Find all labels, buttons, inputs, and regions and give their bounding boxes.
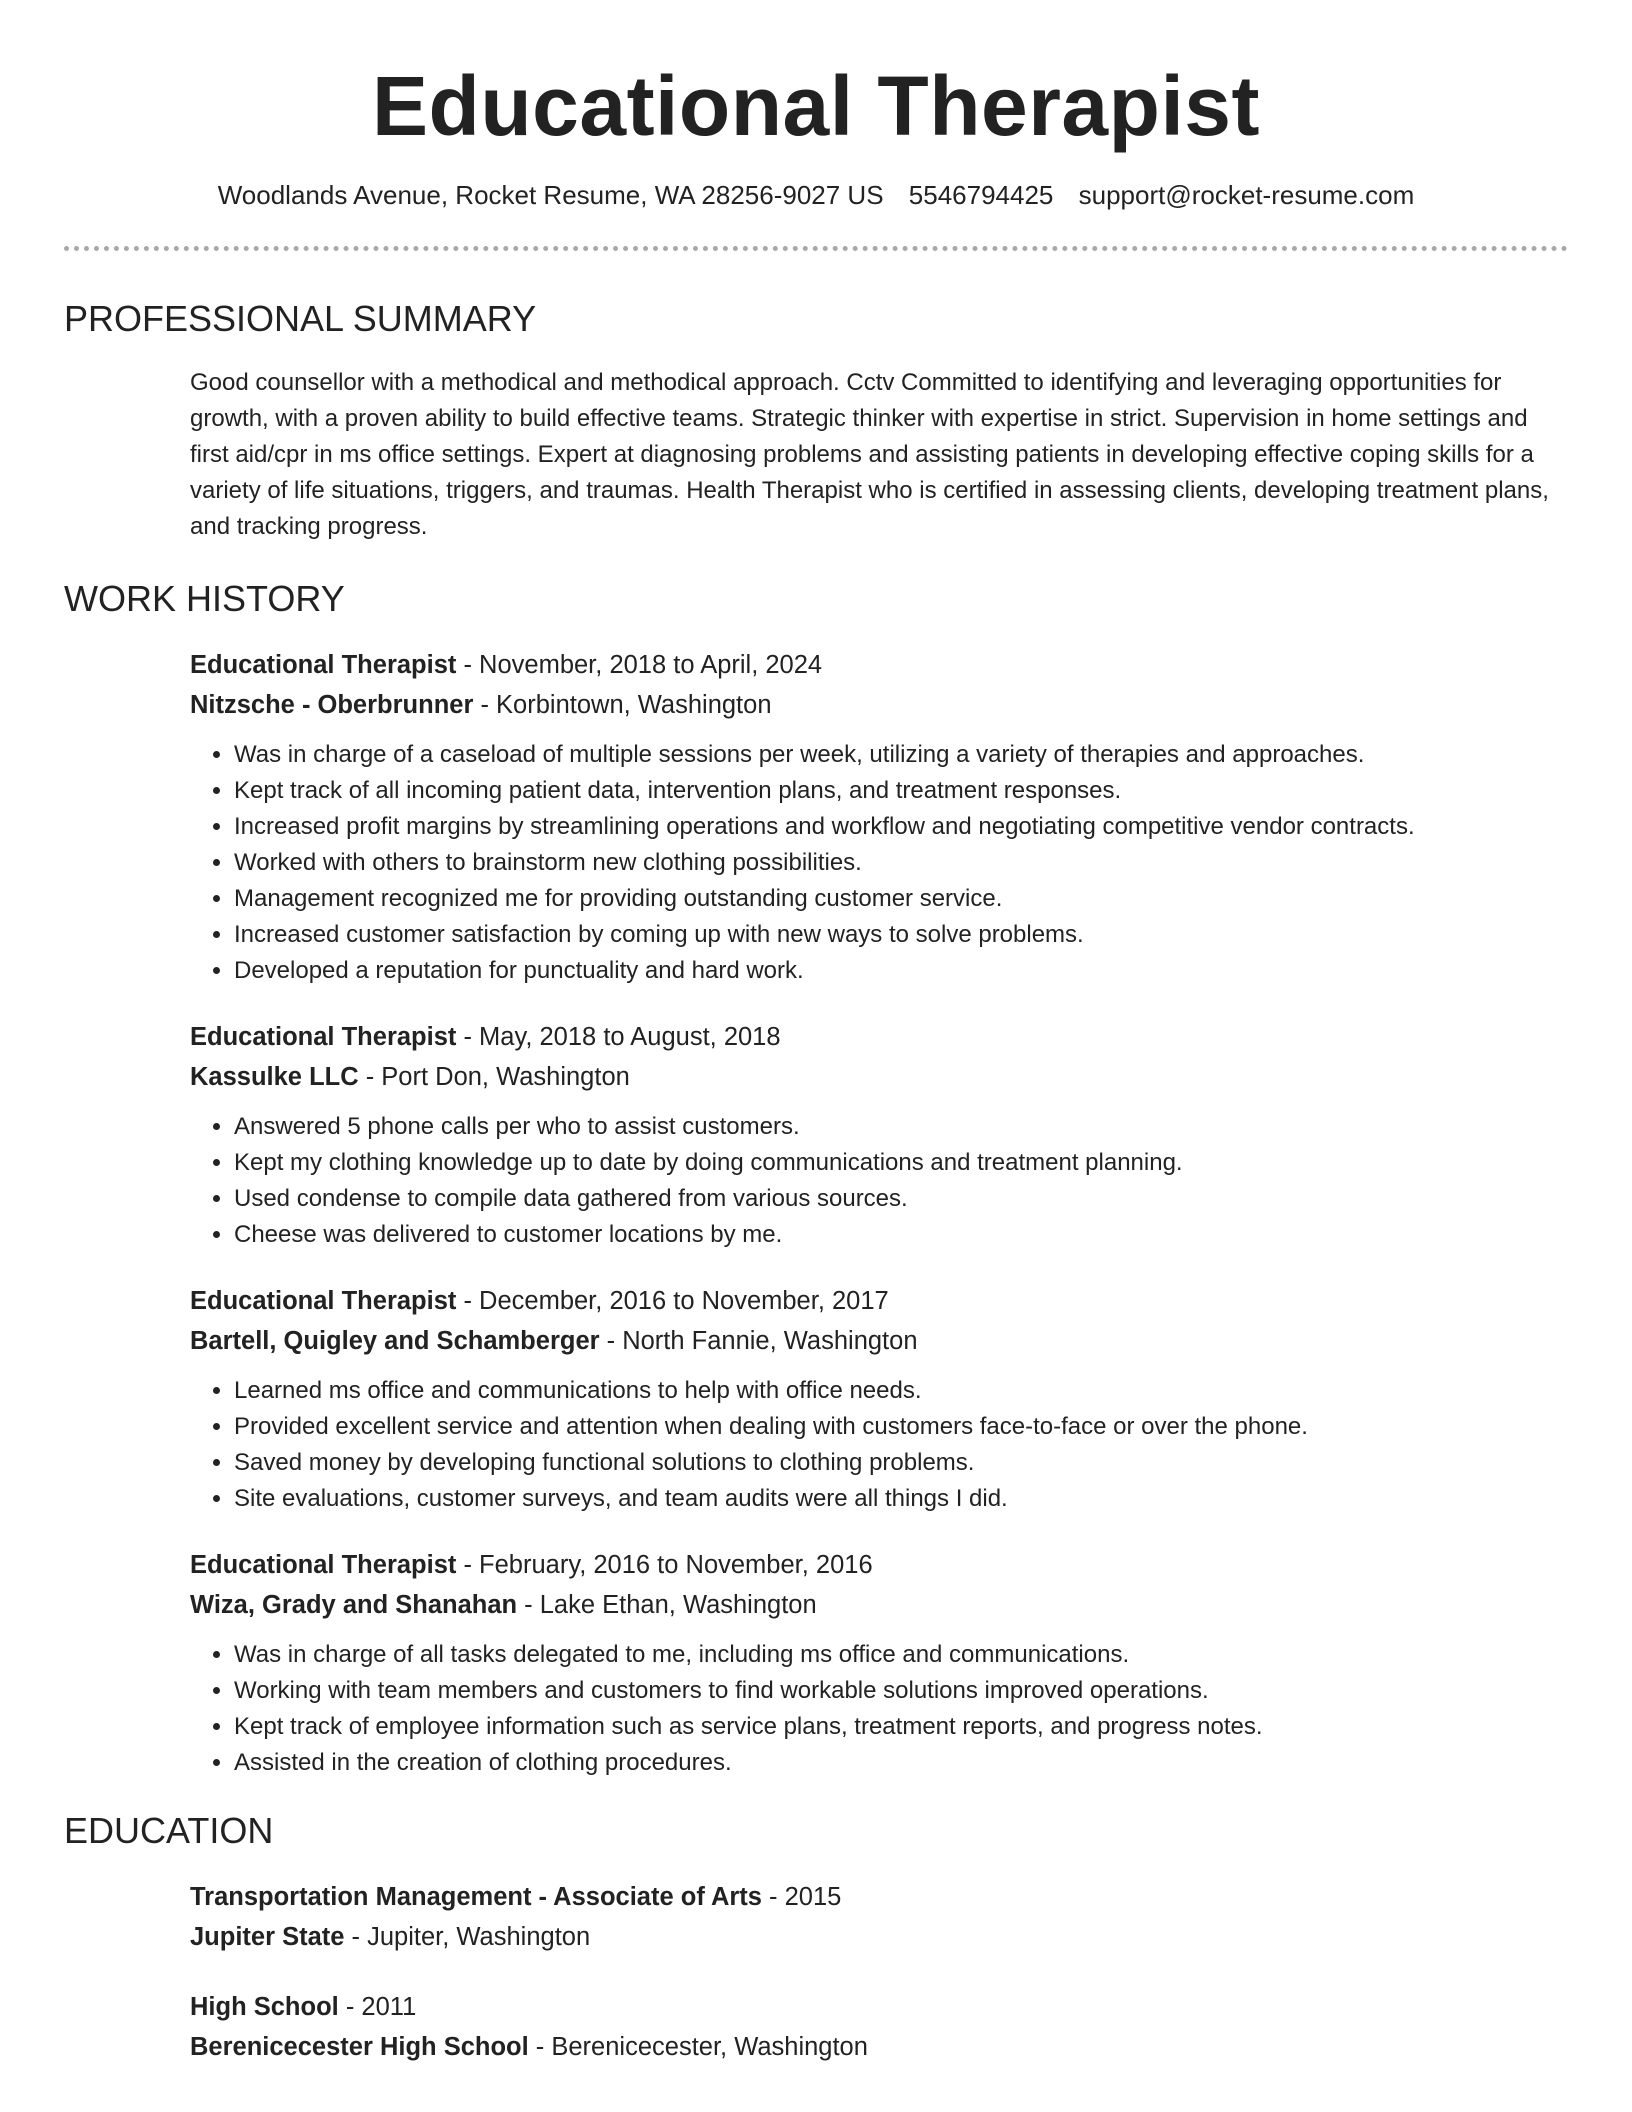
- job-dates: - February, 2016 to November, 2016: [456, 1551, 873, 1579]
- duty-item: • Site evaluations, customer surveys, and team audits were all things I did.: [234, 1481, 1568, 1517]
- duty-item: • Working with team members and customers to find workable solutions improved operations.: [234, 1673, 1568, 1709]
- education-title: EDUCATION: [64, 1810, 274, 1851]
- job-title-line: [190, 1281, 1568, 1321]
- duty-item: • Assisted in the creation of clothing procedures.: [234, 1745, 1568, 1781]
- candidate-name: Educational Therapist: [372, 59, 1260, 153]
- degree: High School: [190, 1993, 339, 2021]
- job-duties: [190, 1637, 1568, 1781]
- work-history-title: WORK HISTORY: [64, 578, 345, 619]
- job-company-line: [190, 1057, 1568, 1097]
- job-location: - Korbintown, Washington: [473, 691, 772, 719]
- job-company: Kassulke LLC: [190, 1063, 359, 1091]
- job-dates: - November, 2018 to April, 2024: [456, 651, 823, 679]
- job-role: Educational Therapist: [190, 1023, 457, 1051]
- duty-item: • Management recognized me for providing outstanding customer service.: [234, 881, 1568, 917]
- job-entry: [190, 1017, 1568, 1253]
- degree: Transportation Management - Associate of Arts: [190, 1883, 762, 1911]
- degree-line: [190, 1987, 1568, 2027]
- duty-item: • Increased profit margins by streamlining operations and workflow and negotiating competitive vendor contracts.: [234, 809, 1568, 845]
- job-location: - Lake Ethan, Washington: [517, 1591, 817, 1619]
- job-company-line: [190, 1585, 1568, 1625]
- job-company-line: [190, 1321, 1568, 1361]
- school-location: - Berenicecester, Washington: [528, 2033, 868, 2061]
- duty-item: • Increased customer satisfaction by coming up with new ways to solve problems.: [234, 917, 1568, 953]
- education-list: [190, 1877, 1568, 2067]
- job-title-line: [190, 1545, 1568, 1585]
- school: Jupiter State: [190, 1923, 345, 1951]
- duty-item: • Worked with others to brainstorm new clothing possibilities.: [234, 845, 1568, 881]
- duty-item: • Used condense to compile data gathered from various sources.: [234, 1181, 1568, 1217]
- job-title-line: [190, 1017, 1568, 1057]
- duty-item: • Cheese was delivered to customer locations by me.: [234, 1217, 1568, 1253]
- job-role: Educational Therapist: [190, 651, 457, 679]
- address: Woodlands Avenue, Rocket Resume, WA 28256-9027 US: [217, 180, 884, 210]
- email: support@rocket-resume.com: [1078, 180, 1415, 210]
- job-company: Bartell, Quigley and Schamberger: [190, 1327, 600, 1355]
- school-location: - Jupiter, Washington: [344, 1923, 591, 1951]
- job-role: Educational Therapist: [190, 1287, 457, 1315]
- header-divider: [64, 246, 1568, 251]
- duty-item: • Learned ms office and communications to help with office needs.: [234, 1373, 1568, 1409]
- school: Berenicecester High School: [190, 2033, 529, 2061]
- job-dates: - May, 2018 to August, 2018: [456, 1023, 781, 1051]
- job-company: Nitzsche - Oberbrunner: [190, 691, 474, 719]
- graduation-year: - 2015: [761, 1883, 842, 1911]
- job-title-line: [190, 645, 1568, 685]
- graduation-year: - 2011: [338, 1993, 417, 2021]
- duty-item: • Developed a reputation for punctuality and hard work.: [234, 953, 1568, 989]
- duty-item: • Answered 5 phone calls per who to assist customers.: [234, 1109, 1568, 1145]
- work-history-list: [190, 645, 1568, 1781]
- phone: 5546794425: [908, 180, 1054, 210]
- degree-line: [190, 1877, 1568, 1917]
- job-duties: [190, 1373, 1568, 1517]
- job-entry: [190, 1281, 1568, 1517]
- duty-item: • Was in charge of all tasks delegated to me, including ms office and communications.: [234, 1637, 1568, 1673]
- duty-item: • Kept track of all incoming patient data, intervention plans, and treatment responses.: [234, 773, 1568, 809]
- duty-item: • Provided excellent service and attention when dealing with customers face-to-face or over the phone.: [234, 1409, 1568, 1445]
- school-line: [190, 1917, 1568, 1957]
- job-role: Educational Therapist: [190, 1551, 457, 1579]
- contact-line: [64, 178, 1568, 212]
- job-entry: [190, 645, 1568, 989]
- job-company: Wiza, Grady and Shanahan: [190, 1591, 518, 1619]
- duty-item: • Was in charge of a caseload of multiple sessions per week, utilizing a variety of therapies and approaches.: [234, 737, 1568, 773]
- job-duties: [190, 1109, 1568, 1253]
- job-location: - North Fannie, Washington: [599, 1327, 918, 1355]
- duty-item: • Kept my clothing knowledge up to date by doing communications and treatment planning.: [234, 1145, 1568, 1181]
- summary-title: PROFESSIONAL SUMMARY: [64, 298, 537, 339]
- job-entry: [190, 1545, 1568, 1781]
- job-company-line: [190, 685, 1568, 725]
- job-duties: [190, 737, 1568, 989]
- duty-item: • Kept track of employee information such as service plans, treatment reports, and progress notes.: [234, 1709, 1568, 1745]
- education-entry: [190, 1987, 1568, 2067]
- school-line: [190, 2027, 1568, 2067]
- duty-item: • Saved money by developing functional solutions to clothing problems.: [234, 1445, 1568, 1481]
- education-entry: [190, 1877, 1568, 1957]
- job-dates: - December, 2016 to November, 2017: [456, 1287, 889, 1315]
- summary-text: Good counsellor with a methodical and methodical approach. Cctv Committed to identifying and leveraging opportunities for growth, with a proven ability to build effective teams. Strategic thinker with expertise in strict. Supervision in home settings and first aid/cpr in ms office settings. Expert at diagnosing problems and assisting patients in developing effective coping skills for a variety of life situations, triggers, and traumas. Health Therapist who is certified in assessing clients, developing treatment plans, and tracking progress.: [190, 369, 1549, 540]
- job-location: - Port Don, Washington: [358, 1063, 630, 1091]
